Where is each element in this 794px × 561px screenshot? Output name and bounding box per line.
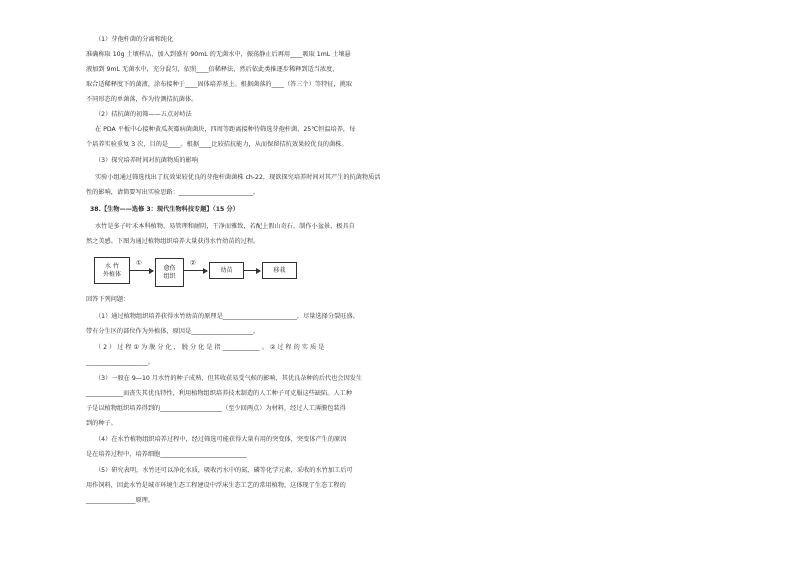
text-line: （ 2 ） 过 程 ① 为 脱 分 化 ， 脱 分 化 是 指 ____________ 。 ② 过 程 的 实 质 是 bbox=[95, 344, 325, 351]
text-line: （1）芽孢杆菌的分离和纯化 bbox=[95, 36, 174, 43]
text-line: （3）探究培养时间对抗菌物质的影响 bbox=[95, 157, 198, 164]
text-line: 水竹是多子叶禾本科植物，易管理和耐阴，干净而雅致，若配上假山奇石，制作小盆景，极具自 bbox=[95, 223, 355, 230]
text-line: 在 PDA 平板中心接种黄瓜灰霉病菌菌块，四周等距离接种待筛选芽孢杆菌，25℃恒温培养，每 bbox=[95, 126, 356, 133]
text-line: 是在培养过程中，培养细胞____________________________ bbox=[86, 451, 247, 458]
question-heading: 38.【生物——选修 3：现代生物科技专题】（15 分） bbox=[90, 206, 239, 213]
text-line: 回答下列问题： bbox=[86, 296, 130, 303]
transplant-box: 移栽 bbox=[262, 262, 297, 279]
text-line: ________________原理。 bbox=[86, 497, 155, 504]
text-line: 不同形态的单菌落，作为待测拮抗菌体。 bbox=[86, 96, 198, 103]
arrow bbox=[183, 270, 207, 271]
text-line: 带有分生区的部位作为外植体，原因是____________________。 bbox=[86, 328, 260, 335]
box-label: 愈伤 bbox=[163, 264, 176, 272]
text-line: 准确称取 10g 土壤样品，加入到盛有 90mL 的无菌水中，振荡静止后再用____吸取 1mL 土壤悬 bbox=[86, 51, 351, 58]
text-line: 然之美感。下图为通过植物组织培养大量获得水竹幼苗的过程。 bbox=[86, 238, 260, 245]
box-label: 外植体 bbox=[102, 270, 121, 278]
box-label: 水 竹 bbox=[105, 262, 119, 270]
step-1-label: ① bbox=[136, 259, 142, 267]
text-line: （2）拮抗菌的初筛——五点对峙法 bbox=[95, 111, 192, 118]
callus-box bbox=[155, 258, 184, 287]
seedling-box: 幼苗 bbox=[209, 262, 244, 279]
box-label: 组织 bbox=[163, 272, 176, 280]
text-line: （3）一般在 9—10 月水竹的种子成熟，但其收获易受气候的影响，其优良杂种的后代也会因发生 bbox=[95, 375, 363, 382]
text-line: 子是以植物组织培养得到的____________________（至少回两点）为材料，经过人工薄膜包装得 bbox=[86, 405, 346, 412]
text-line: 用作饲料，因此水竹是城市环境生态工程建设中浮床生态工艺的常用植物，这体现了生态工程的 bbox=[86, 482, 346, 489]
arrow bbox=[129, 270, 153, 271]
text-line: 液加到 9mL 无菌水中，充分混匀，依照____倍稀释法，然后依此类推逐步稀释到适当浓度， bbox=[86, 66, 339, 73]
text-line: 个培养实验重复 3 次，目的是____。根据____比较拮抗能力，从而保留拮抗效果较优良的菌株。 bbox=[86, 141, 348, 148]
text-line: 实验小组通过筛选找出了抗效果较优良的芽孢杆菌菌株 ch-22，现欲探究培养时间对其产生的抗菌物质活 bbox=[95, 174, 381, 181]
text-line: （5）研究表明，水竹还可以净化水质，吸收污水中的氮、磷等化学元素，采收的水竹加工后可 bbox=[95, 467, 353, 474]
step-2-label: ② bbox=[190, 259, 196, 267]
text-line: 性的影响，请简要写出实验思路：________________________。 bbox=[86, 189, 260, 196]
text-line: 到的种子。 bbox=[86, 420, 117, 427]
arrow bbox=[243, 270, 260, 271]
text-line: ____________而丧失其优良特性，利用植物组织培养技术制造的人工种子可克服这些缺陷。人工种 bbox=[86, 390, 353, 397]
explant-box bbox=[94, 257, 130, 284]
text-line: （4）在水竹植物组织培养过程中，经过筛选可能获得大量有用的突变体，突变体产生的原因 bbox=[95, 436, 347, 443]
text-line: ____________________。 bbox=[86, 359, 155, 366]
text-line: （1）通过植物组织培养获得水竹幼苗的原理是________________________，尽量选择分裂旺盛、 bbox=[95, 313, 359, 320]
text-line: 取合适稀释度下的菌液，涂布接种于____固体培养基上。根据菌落的____（答三个）等特征，挑取 bbox=[86, 81, 353, 88]
